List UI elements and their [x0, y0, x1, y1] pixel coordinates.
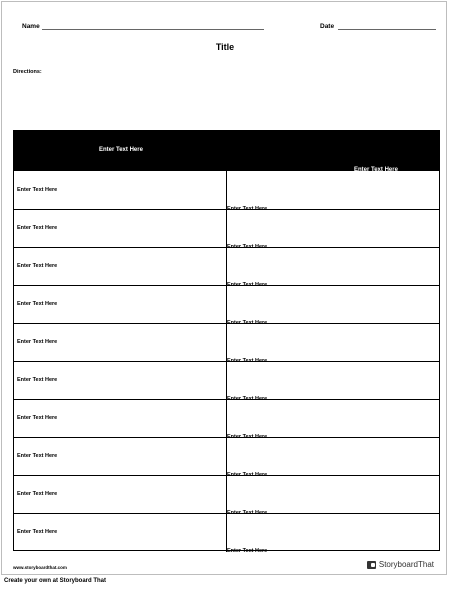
directions-label[interactable]: Directions: [13, 69, 42, 75]
storyboard-logo-icon [367, 561, 376, 569]
name-line[interactable] [42, 29, 264, 30]
row-7-right-text[interactable]: Enter Text Here [227, 434, 268, 440]
row-divider [14, 323, 439, 324]
row-divider [14, 247, 439, 248]
row-1-right-text[interactable]: Enter Text Here [227, 206, 268, 212]
header-col1-text[interactable]: Enter Text Here [99, 147, 143, 153]
row-8-left-text[interactable]: Enter Text Here [17, 453, 58, 459]
row-3-right-text[interactable]: Enter Text Here [227, 282, 268, 288]
worksheet-table [13, 130, 440, 554]
row-divider [14, 361, 439, 362]
footer-url: www.storyboardthat.com [13, 565, 67, 570]
row-7-left-text[interactable]: Enter Text Here [17, 415, 58, 421]
row-divider [14, 513, 439, 514]
brand-name: StoryboardThat [378, 560, 434, 569]
row-4-right-text[interactable]: Enter Text Here [227, 320, 268, 326]
row-divider [14, 285, 439, 286]
row-2-left-text[interactable]: Enter Text Here [17, 225, 58, 231]
header-col2-text[interactable]: Enter Text Here [354, 167, 398, 171]
create-your-own-text: Create your own at Storyboard That [4, 578, 107, 584]
row-8-right-text[interactable]: Enter Text Here [227, 472, 268, 478]
date-line[interactable] [338, 29, 436, 30]
row-divider [14, 475, 439, 476]
date-label: Date [320, 23, 335, 30]
row-1-left-text[interactable]: Enter Text Here [17, 187, 58, 193]
brand-logo [367, 560, 434, 569]
name-label: Name [22, 23, 40, 30]
row-5-right-text[interactable]: Enter Text Here [227, 358, 268, 364]
row-6-right-text[interactable]: Enter Text Here [227, 396, 268, 402]
table-header [14, 131, 439, 171]
row-10-left-text[interactable]: Enter Text Here [17, 529, 58, 535]
row-divider [14, 437, 439, 438]
row-2-right-text[interactable]: Enter Text Here [227, 244, 268, 250]
row-divider [14, 399, 439, 400]
row-divider [14, 209, 439, 210]
row-4-left-text[interactable]: Enter Text Here [17, 301, 58, 307]
row-3-left-text[interactable]: Enter Text Here [17, 263, 58, 269]
row-10-right-text[interactable]: Enter Text Here [227, 548, 268, 554]
row-9-right-text[interactable]: Enter Text Here [227, 510, 268, 516]
row-5-left-text[interactable]: Enter Text Here [17, 339, 58, 345]
page-title[interactable]: Title [215, 42, 235, 52]
worksheet-page [1, 1, 447, 575]
row-6-left-text[interactable]: Enter Text Here [17, 377, 58, 383]
row-9-left-text[interactable]: Enter Text Here [17, 491, 58, 497]
